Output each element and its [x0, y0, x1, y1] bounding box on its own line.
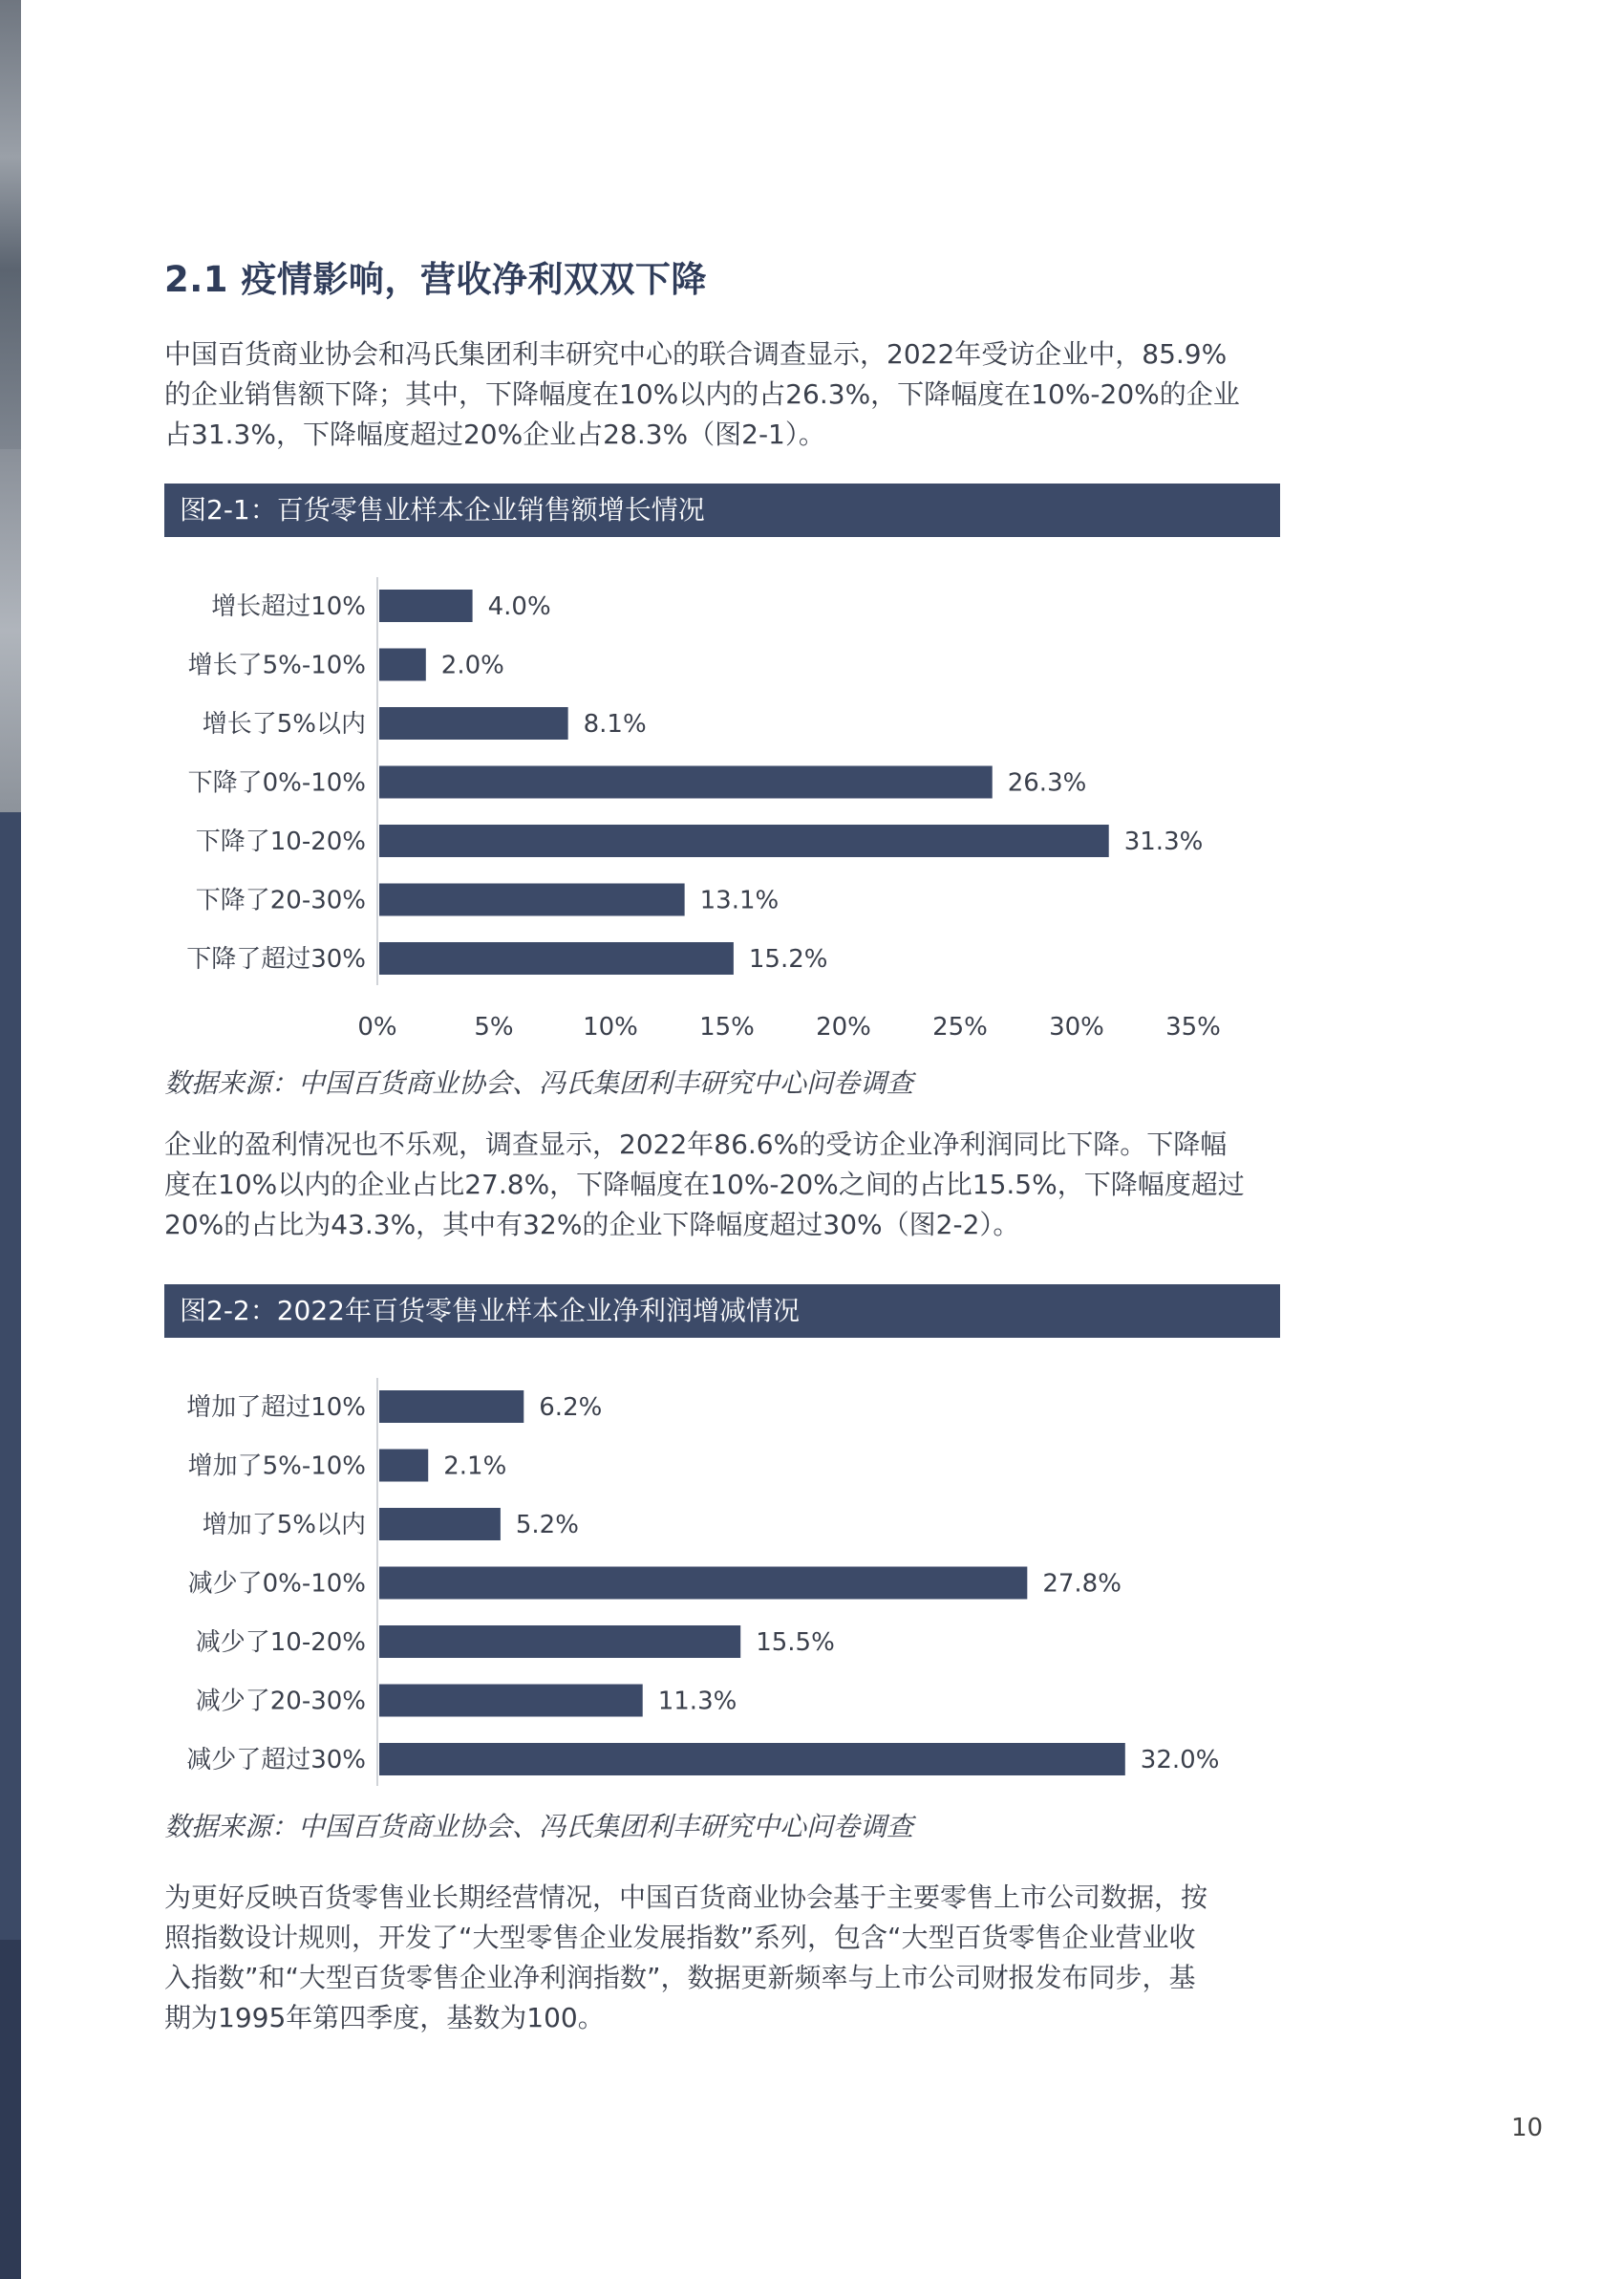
chart-value-label: 15.2%	[748, 945, 828, 974]
chart-tick-label: 15%	[699, 1013, 755, 1042]
chart-tick-label: 5%	[474, 1013, 514, 1042]
chart-bar	[379, 1508, 501, 1540]
page-number: 10	[1511, 2114, 1544, 2142]
chart-bar	[379, 1743, 1125, 1775]
chart-value-label: 6.2%	[539, 1393, 603, 1422]
paragraph-line: 的企业销售额下降；其中，下降幅度在10%以内的占26.3%，下降幅度在10%-20%的企业	[164, 378, 1240, 410]
chart-bar	[379, 1390, 524, 1423]
paragraph-line: 入指数”和“大型百货零售企业净利润指数”，数据更新频率与上市公司财报发布同步，基	[164, 1962, 1196, 1993]
figure-2-svg	[143, 1365, 1290, 1795]
paragraph-line: 企业的盈利情况也不乐观，调查显示，2022年86.6%的受访企业净利润同比下降。下降幅	[164, 1129, 1228, 1160]
chart-category-label: 下降了0%-10%	[187, 768, 366, 798]
chart-category-label: 减少了20-30%	[195, 1687, 366, 1716]
chart-category-label: 减少了10-20%	[195, 1628, 366, 1657]
chart-category-label: 增长超过10%	[211, 592, 366, 621]
figure-2-source: 数据来源：中国百货商业协会、冯氏集团利丰研究中心问卷调查	[164, 1811, 914, 1842]
chart-value-label: 31.3%	[1123, 828, 1204, 856]
page-edge-strip	[0, 0, 21, 2279]
chart-bar	[379, 1567, 1027, 1600]
chart-value-label: 4.0%	[487, 592, 551, 621]
edge-segment	[0, 0, 21, 449]
chart-category-label: 增加了超过10%	[186, 1393, 366, 1422]
chart-tick-label: 0%	[357, 1013, 397, 1042]
chart-bar	[379, 1450, 428, 1482]
chart-category-label: 增长了5%-10%	[187, 651, 366, 680]
figure-1-source: 数据来源：中国百货商业协会、冯氏集团利丰研究中心问卷调查	[164, 1067, 914, 1099]
chart-tick-label: 25%	[932, 1013, 988, 1042]
paragraph-line: 为更好反映百货零售业长期经营情况，中国百货商业协会基于主要零售上市公司数据，按	[164, 1881, 1208, 1913]
chart-category-label: 减少了超过30%	[186, 1746, 366, 1774]
figure-2-chart	[143, 1365, 1290, 1795]
chart-category-label: 减少了0%-10%	[187, 1569, 366, 1599]
figure-1-svg	[143, 564, 1290, 1061]
chart-bar	[379, 766, 993, 799]
edge-segment	[0, 1940, 21, 2279]
chart-value-label: 32.0%	[1140, 1746, 1220, 1774]
chart-value-label: 2.1%	[443, 1451, 507, 1481]
edge-segment	[0, 812, 21, 1940]
chart-category-label: 增长了5%以内	[202, 710, 366, 739]
chart-tick-label: 20%	[816, 1013, 871, 1042]
chart-bar	[379, 942, 734, 975]
paragraph-line: 占31.3%，下降幅度超过20%企业占28.3%（图2-1）。	[164, 419, 825, 450]
chart-value-label: 11.3%	[657, 1687, 737, 1716]
chart-category-label: 增加了5%以内	[202, 1511, 366, 1539]
paragraph-intro	[164, 334, 1292, 455]
chart-category-label: 下降了20-30%	[195, 886, 366, 915]
paragraph-line: 20%的占比为43.3%，其中有32%的企业下降幅度超过30%（图2-2）。	[164, 1209, 1020, 1240]
chart-bar	[379, 707, 568, 740]
paragraph-line: 照指数设计规则，开发了“大型零售企业发展指数”系列，包含“大型百货零售企业营业收	[164, 1922, 1196, 1953]
chart-bar	[379, 1685, 643, 1717]
chart-value-label: 27.8%	[1042, 1569, 1122, 1599]
chart-tick-label: 35%	[1165, 1013, 1221, 1042]
chart-category-label: 下降了超过30%	[186, 945, 366, 974]
chart-bar	[379, 590, 473, 622]
chart-category-label: 增加了5%-10%	[187, 1451, 366, 1481]
chart-value-label: 26.3%	[1007, 768, 1087, 798]
chart-bar	[379, 649, 426, 681]
paragraph-line: 中国百货商业协会和冯氏集团利丰研究中心的联合调查显示，2022年受访企业中，85.9%	[164, 338, 1228, 370]
figure-2-title: 图2-2：2022年百货零售业样本企业净利润增减情况	[164, 1284, 1280, 1338]
figure-1-chart	[143, 564, 1290, 1061]
chart-value-label: 15.5%	[756, 1628, 835, 1657]
chart-value-label: 13.1%	[699, 886, 780, 915]
chart-tick-label: 10%	[583, 1013, 638, 1042]
paragraph-profit	[164, 1125, 1292, 1245]
edge-segment	[0, 449, 21, 812]
chart-category-label: 下降了10-20%	[195, 828, 366, 856]
paragraph-line: 期为1995年第四季度，基数为100。	[164, 2002, 605, 2033]
chart-bar	[379, 1625, 740, 1658]
chart-tick-label: 30%	[1049, 1013, 1104, 1042]
chart-value-label: 2.0%	[440, 651, 504, 680]
figure-1-title: 图2-1：百货零售业样本企业销售额增长情况	[164, 484, 1280, 537]
chart-bar	[379, 884, 685, 916]
section-heading: 2.1 疫情影响，营收净利双双下降	[164, 259, 707, 300]
chart-bar	[379, 825, 1109, 857]
chart-value-label: 5.2%	[515, 1511, 579, 1539]
chart-value-label: 8.1%	[583, 710, 647, 739]
paragraph-line: 度在10%以内的企业占比27.8%，下降幅度在10%-20%之间的占比15.5%，下降幅度超过	[164, 1169, 1245, 1200]
paragraph-index	[164, 1878, 1292, 2038]
